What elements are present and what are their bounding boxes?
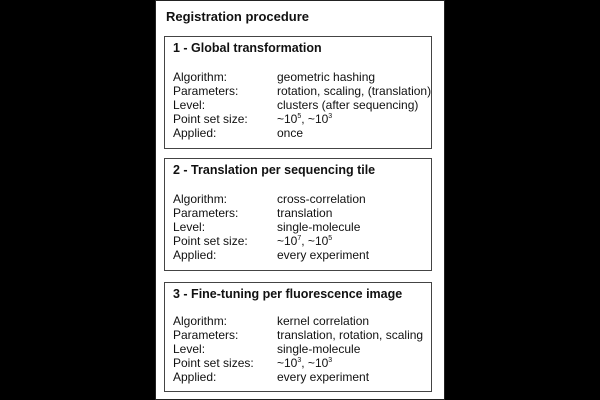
exponent: 3 [297, 357, 302, 364]
stage-1-heading: 1 - Global transformation [173, 41, 322, 55]
point-set-size-label: Point set size: [173, 234, 248, 248]
level-label: Level: [173, 342, 206, 356]
point-set-sizes-label: Point set sizes: [173, 356, 254, 370]
exponent: 3 [328, 357, 333, 364]
applied-label: Applied: [173, 126, 217, 140]
parameters-value: rotation, scaling, (translation) [277, 84, 432, 98]
algorithm-label: Algorithm: [173, 314, 228, 328]
level-value: single-molecule [277, 342, 361, 356]
stage-1-applied-row [173, 126, 433, 140]
level-label: Level: [173, 98, 206, 112]
point-set-size-part: ~10 [277, 234, 298, 248]
stage-1-parameters-row [173, 84, 433, 98]
stage-1-algorithm-row [173, 70, 433, 84]
exponent: 5 [328, 235, 333, 242]
stage-3-point-set-sizes-row [173, 356, 433, 370]
applied-label: Applied: [173, 248, 217, 262]
stage-2-box [164, 158, 432, 271]
algorithm-value: geometric hashing [277, 70, 376, 84]
point-set-size-part: ~10 [277, 356, 298, 370]
exponent: 3 [328, 113, 333, 120]
algorithm-value: cross-correlation [277, 192, 366, 206]
level-value: clusters (after sequencing) [277, 98, 419, 112]
point-set-size-value [277, 112, 332, 126]
stage-2-point-set-size-row [173, 234, 433, 248]
applied-value: every experiment [277, 248, 370, 262]
point-set-size-part: , ~10 [301, 112, 329, 126]
stage-2-applied-row [173, 248, 433, 262]
point-set-sizes-value [277, 356, 332, 370]
stage-2-heading: 2 - Translation per sequencing tile [173, 163, 376, 177]
applied-value: every experiment [277, 370, 370, 384]
stage-3-algorithm-row [173, 314, 433, 328]
parameters-label: Parameters: [173, 84, 239, 98]
level-label: Level: [173, 220, 206, 234]
algorithm-value: kernel correlation [277, 314, 370, 328]
parameters-label: Parameters: [173, 328, 239, 342]
algorithm-label: Algorithm: [173, 192, 228, 206]
stage-2-algorithm-row [173, 192, 433, 206]
point-set-size-value [277, 234, 332, 248]
panel-title: Registration procedure [166, 9, 310, 24]
stage-3-applied-row [173, 370, 433, 384]
parameters-value: translation, rotation, scaling [277, 328, 424, 342]
stage-3-box [164, 282, 432, 392]
parameters-label: Parameters: [173, 206, 239, 220]
algorithm-label: Algorithm: [173, 70, 228, 84]
stage-3-heading: 3 - Fine-tuning per fluorescence image [173, 287, 403, 301]
applied-label: Applied: [173, 370, 217, 384]
applied-value: once [277, 126, 304, 140]
registration-procedure-panel [155, 0, 445, 400]
parameters-value: translation [277, 206, 333, 220]
stage-2-level-row [173, 220, 433, 234]
exponent: 5 [297, 113, 302, 120]
stage-2-parameters-row [173, 206, 433, 220]
stage-1-point-set-size-row [173, 112, 433, 126]
stage-3-level-row [173, 342, 433, 356]
exponent: 7 [297, 235, 302, 242]
point-set-size-part: , ~10 [301, 356, 329, 370]
stage-1-level-row [173, 98, 433, 112]
point-set-size-part: ~10 [277, 112, 298, 126]
stage-1-box [164, 36, 432, 149]
level-value: single-molecule [277, 220, 361, 234]
point-set-size-label: Point set size: [173, 112, 248, 126]
stage-3-parameters-row [173, 328, 433, 342]
point-set-size-part: , ~10 [301, 234, 329, 248]
